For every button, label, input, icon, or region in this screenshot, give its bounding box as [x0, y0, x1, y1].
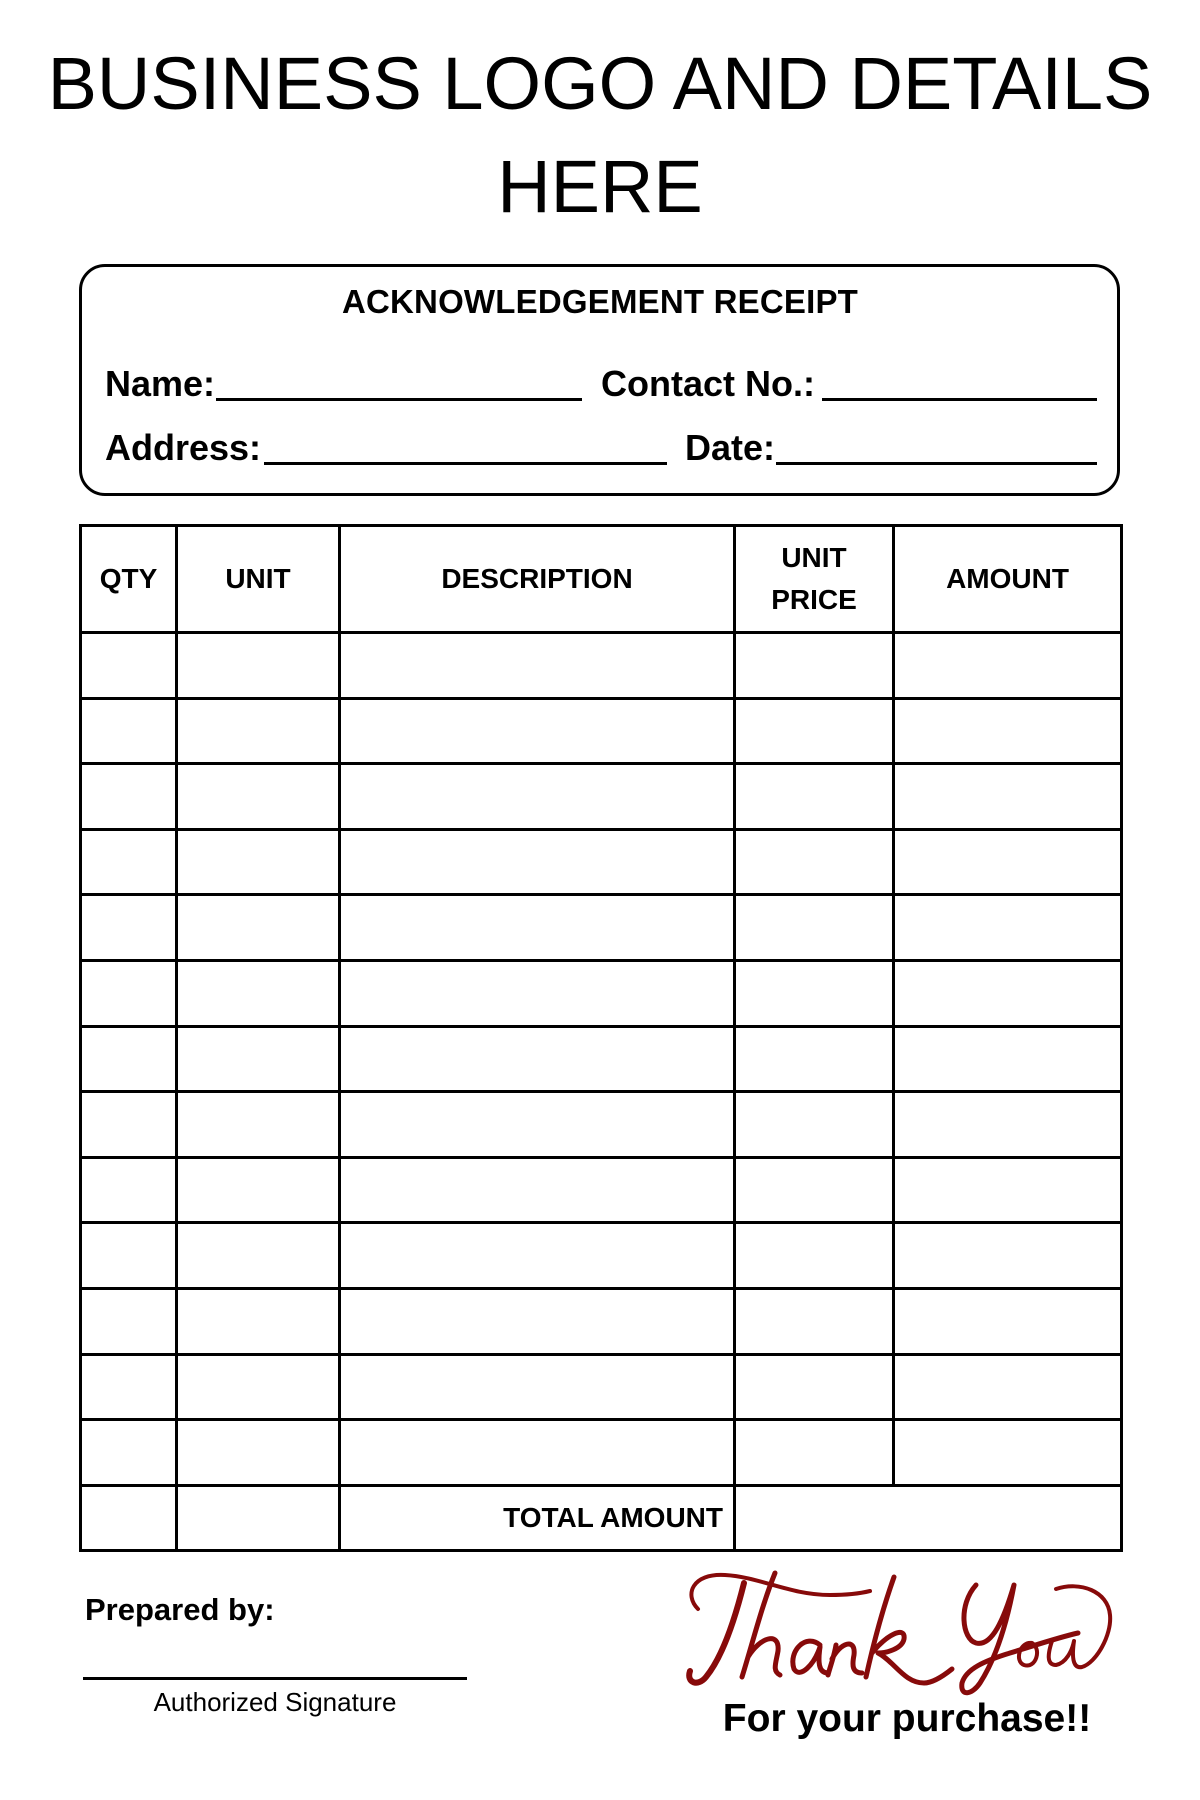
unit-price-cell[interactable] — [735, 1026, 894, 1092]
qty-cell[interactable] — [81, 895, 177, 961]
contact-field-line[interactable] — [822, 398, 1097, 401]
qty-cell[interactable] — [81, 1092, 177, 1158]
unit-price-cell[interactable] — [735, 1288, 894, 1354]
business-header — [0, 32, 1200, 238]
unit-price-cell[interactable] — [735, 1354, 894, 1420]
qty-cell[interactable] — [81, 1420, 177, 1486]
table-row — [81, 1092, 1122, 1158]
description-cell[interactable] — [340, 1288, 735, 1354]
prepared-by-label: Prepared by: — [85, 1592, 275, 1627]
table-row — [81, 960, 1122, 1026]
table-row — [81, 1026, 1122, 1092]
qty-cell[interactable] — [81, 1026, 177, 1092]
unit-cell[interactable] — [177, 764, 340, 830]
receipt-title: ACKNOWLEDGEMENT RECEIPT — [341, 283, 859, 320]
table-row — [81, 1157, 1122, 1223]
name-field-line[interactable] — [216, 398, 582, 401]
qty-cell[interactable] — [81, 1354, 177, 1420]
unit-price-line2: PRICE — [771, 584, 857, 615]
amount-cell[interactable] — [894, 1354, 1122, 1420]
amount-cell[interactable] — [894, 1026, 1122, 1092]
amount-cell[interactable] — [894, 633, 1122, 699]
column-header-unit-price — [735, 526, 894, 633]
contact-label: Contact No.: — [601, 363, 815, 404]
amount-cell[interactable] — [894, 764, 1122, 830]
qty-cell[interactable] — [81, 633, 177, 699]
table-row — [81, 1420, 1122, 1486]
amount-cell[interactable] — [894, 829, 1122, 895]
table-row — [81, 1223, 1122, 1289]
business-name-line1: BUSINESS LOGO AND DETAILS — [47, 42, 1153, 125]
description-cell[interactable] — [340, 1157, 735, 1223]
total-amount-label: TOTAL AMOUNT — [340, 1485, 735, 1551]
table-row — [81, 1288, 1122, 1354]
amount-cell[interactable] — [894, 895, 1122, 961]
unit-price-cell[interactable] — [735, 698, 894, 764]
date-field-line[interactable] — [776, 462, 1097, 465]
description-cell[interactable] — [340, 1092, 735, 1158]
description-cell[interactable] — [340, 1026, 735, 1092]
description-cell[interactable] — [340, 764, 735, 830]
unit-cell[interactable] — [177, 829, 340, 895]
description-cell[interactable] — [340, 1354, 735, 1420]
unit-price-cell[interactable] — [735, 764, 894, 830]
description-cell[interactable] — [340, 895, 735, 961]
unit-cell[interactable] — [177, 1354, 340, 1420]
total-unit-cell — [177, 1485, 340, 1551]
qty-cell[interactable] — [81, 1157, 177, 1223]
unit-price-cell[interactable] — [735, 895, 894, 961]
address-field-line[interactable] — [264, 462, 667, 465]
column-header-unit: UNIT — [177, 526, 340, 633]
address-label: Address: — [105, 427, 262, 468]
amount-cell[interactable] — [894, 1157, 1122, 1223]
table-row — [81, 698, 1122, 764]
description-cell[interactable] — [340, 1223, 735, 1289]
amount-cell[interactable] — [894, 1223, 1122, 1289]
total-qty-cell — [81, 1485, 177, 1551]
amount-cell[interactable] — [894, 1092, 1122, 1158]
unit-price-cell[interactable] — [735, 1223, 894, 1289]
qty-cell[interactable] — [81, 960, 177, 1026]
column-header-description: DESCRIPTION — [340, 526, 735, 633]
unit-price-cell[interactable] — [735, 1157, 894, 1223]
thank-you-subtitle: For your purchase!! — [722, 1697, 1092, 1740]
amount-cell[interactable] — [894, 1288, 1122, 1354]
unit-price-cell[interactable] — [735, 633, 894, 699]
qty-cell[interactable] — [81, 764, 177, 830]
unit-price-cell[interactable] — [735, 829, 894, 895]
qty-cell[interactable] — [81, 1223, 177, 1289]
column-header-qty: QTY — [81, 526, 177, 633]
unit-cell[interactable] — [177, 960, 340, 1026]
signature-line[interactable] — [83, 1677, 467, 1680]
items-table — [79, 524, 1123, 1552]
unit-cell[interactable] — [177, 1223, 340, 1289]
unit-cell[interactable] — [177, 895, 340, 961]
unit-cell[interactable] — [177, 633, 340, 699]
total-amount-cell[interactable] — [735, 1485, 1122, 1551]
unit-cell[interactable] — [177, 1092, 340, 1158]
amount-cell[interactable] — [894, 960, 1122, 1026]
table-row — [81, 1354, 1122, 1420]
column-header-amount: AMOUNT — [894, 526, 1122, 633]
unit-cell[interactable] — [177, 1157, 340, 1223]
table-row — [81, 829, 1122, 895]
unit-price-cell[interactable] — [735, 1420, 894, 1486]
amount-cell[interactable] — [894, 698, 1122, 764]
thank-you-script — [680, 1565, 1120, 1700]
unit-cell[interactable] — [177, 1026, 340, 1092]
unit-cell[interactable] — [177, 1288, 340, 1354]
table-header-row — [81, 526, 1122, 633]
total-row — [81, 1485, 1122, 1551]
description-cell[interactable] — [340, 829, 735, 895]
unit-price-cell[interactable] — [735, 1092, 894, 1158]
qty-cell[interactable] — [81, 698, 177, 764]
table-row — [81, 764, 1122, 830]
unit-cell[interactable] — [177, 1420, 340, 1486]
description-cell[interactable] — [340, 633, 735, 699]
unit-cell[interactable] — [177, 698, 340, 764]
name-label: Name: — [105, 363, 216, 404]
description-cell[interactable] — [340, 1420, 735, 1486]
qty-cell[interactable] — [81, 1288, 177, 1354]
unit-price-line1: UNIT — [781, 542, 847, 573]
description-cell[interactable] — [340, 960, 735, 1026]
description-cell[interactable] — [340, 698, 735, 764]
qty-cell[interactable] — [81, 829, 177, 895]
business-name-line2: HERE — [497, 145, 703, 228]
unit-price-cell[interactable] — [735, 960, 894, 1026]
table-row — [81, 895, 1122, 961]
date-label: Date: — [685, 427, 776, 468]
table-row — [81, 633, 1122, 699]
amount-cell[interactable] — [894, 1420, 1122, 1486]
authorized-signature-label: Authorized Signature — [153, 1687, 397, 1717]
